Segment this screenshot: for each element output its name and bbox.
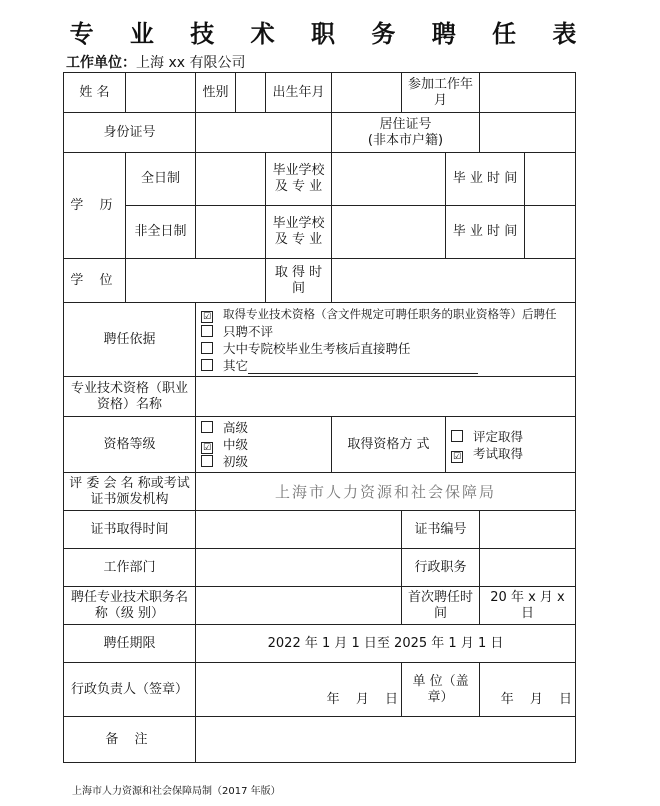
basis-label: 聘任依据 (64, 303, 196, 377)
post-name-value[interactable] (196, 587, 402, 625)
level-option[interactable] (199, 453, 328, 470)
cert-no-value[interactable] (480, 511, 576, 549)
parttime-label: 非全日制 (126, 206, 196, 259)
level-option[interactable] (199, 419, 328, 436)
option-label: 初级 (223, 454, 249, 469)
degree-obtain-time-label: 取 得 时 间 (266, 259, 332, 303)
date-year: 年 (326, 692, 340, 707)
basis-option[interactable] (199, 305, 572, 323)
basis-option[interactable] (199, 357, 572, 374)
date-day: 日 (559, 692, 573, 707)
name-label: 姓 名 (64, 73, 126, 113)
parttime-value[interactable] (196, 206, 266, 259)
admin-post-value[interactable] (480, 549, 576, 587)
first-hire-value[interactable]: 20 年 x 月 x 日 (480, 587, 576, 625)
option-label: 评定取得 (473, 428, 524, 444)
unit-seal-date[interactable] (480, 663, 576, 717)
cert-time-value[interactable] (196, 511, 402, 549)
gender-value[interactable] (236, 73, 266, 113)
education-label: 学 历 (64, 153, 126, 259)
admin-sign-date[interactable] (196, 663, 402, 717)
first-hire-label: 首次聘任时 间 (402, 587, 480, 625)
level-option[interactable] (199, 436, 328, 453)
cert-no-label: 证书编号 (402, 511, 480, 549)
parttime-grad-time-value[interactable] (525, 206, 576, 259)
fulltime-grad-time-value[interactable] (525, 153, 576, 206)
option-label: 高级 (223, 420, 249, 435)
post-name-label: 聘任专业技术职务名 称（级 别） (64, 587, 196, 625)
parttime-grad-time-label: 毕 业 时 间 (446, 206, 525, 259)
work-unit-line (66, 52, 245, 72)
admin-sign-label: 行政负责人（签章） (64, 663, 196, 717)
other-blank-line[interactable] (248, 361, 478, 374)
checkbox[interactable] (201, 325, 213, 337)
cert-time-label: 证书取得时间 (64, 511, 196, 549)
checkbox[interactable] (201, 359, 213, 371)
id-card-value[interactable] (196, 113, 332, 153)
committee-label: 评 委 会 名 称或考试证书颁发机构 (64, 473, 196, 511)
method-option[interactable] (449, 445, 572, 462)
degree-value[interactable] (126, 259, 266, 303)
department-value[interactable] (196, 549, 402, 587)
option-label: 中级 (223, 437, 249, 452)
fulltime-school-value[interactable] (332, 153, 446, 206)
period-value[interactable]: 2022 年 1 月 1 日至 2025 年 1 月 1 日 (196, 625, 576, 663)
obtain-method-label: 取得资格方 式 (332, 417, 446, 473)
degree-obtain-time-value[interactable] (332, 259, 576, 303)
birth-value[interactable] (332, 73, 402, 113)
level-label: 资格等级 (64, 417, 196, 473)
date-month: 月 (529, 692, 543, 707)
form-title: 专 业 技 术 职 务 聘 任 表 (69, 19, 591, 48)
qualification-name-label: 专业技术资格（职业资格）名称 (64, 377, 196, 417)
fulltime-grad-time-label: 毕 业 时 间 (446, 153, 525, 206)
fulltime-school-label: 毕业学校及 专 业 (266, 153, 332, 206)
work-unit-label: 工作单位： (66, 55, 136, 71)
checkbox[interactable]: ☑ (202, 443, 212, 453)
option-label: 其它 (223, 358, 249, 373)
gender-label: 性别 (196, 73, 236, 113)
checkbox[interactable] (201, 455, 213, 467)
work-unit-value: 上海 xx 有限公司 (136, 55, 246, 71)
appointment-form-table (63, 72, 576, 763)
parttime-school-value[interactable] (332, 206, 446, 259)
form-footer-note: 上海市人力资源和社会保障局制（2017 年版） (72, 786, 281, 797)
option-label: 考试取得 (473, 445, 524, 461)
level-options (196, 417, 332, 473)
basis-option[interactable] (199, 340, 572, 357)
date-day: 日 (384, 692, 398, 707)
option-label: 取得专业技术资格（含文件规定可聘任职务的职业资格等）后聘任 (223, 307, 557, 321)
period-label: 聘任期限 (64, 625, 196, 663)
checkbox[interactable] (451, 430, 463, 442)
unit-seal-label: 单 位（盖章） (402, 663, 480, 717)
degree-label: 学 位 (64, 259, 126, 303)
fulltime-label: 全日制 (126, 153, 196, 206)
join-work-label: 参加工作年月 (402, 73, 480, 113)
checkbox[interactable]: ☑ (202, 312, 212, 322)
join-work-value[interactable] (480, 73, 576, 113)
option-label: 只聘不评 (223, 324, 274, 339)
residence-value[interactable] (480, 113, 576, 153)
department-label: 工作部门 (64, 549, 196, 587)
date-month: 月 (355, 692, 369, 707)
basis-options (196, 303, 576, 377)
qualification-name-value[interactable] (196, 377, 576, 417)
checkbox[interactable] (201, 342, 213, 354)
option-label: 大中专院校毕业生考核后直接聘任 (223, 341, 411, 356)
residence-label (332, 113, 480, 153)
basis-option[interactable] (199, 323, 572, 340)
date-year: 年 (500, 692, 514, 707)
residence-title: 居住证号 (379, 116, 432, 132)
checkbox[interactable]: ☑ (452, 451, 462, 462)
method-options (446, 417, 576, 473)
birth-label: 出生年月 (266, 73, 332, 113)
parttime-school-label: 毕业学校及 专 业 (266, 206, 332, 259)
fulltime-value[interactable] (196, 153, 266, 206)
admin-post-label: 行政职务 (402, 549, 480, 587)
committee-value[interactable]: 上海市人力资源和社会保障局 (196, 473, 576, 511)
name-value[interactable] (126, 73, 196, 113)
id-card-label: 身份证号 (64, 113, 196, 153)
checkbox[interactable] (201, 421, 213, 433)
remarks-label: 备 注 (64, 717, 196, 763)
method-option[interactable] (449, 428, 572, 445)
remarks-value[interactable] (196, 717, 576, 763)
residence-note: (非本市户籍) (367, 132, 444, 148)
